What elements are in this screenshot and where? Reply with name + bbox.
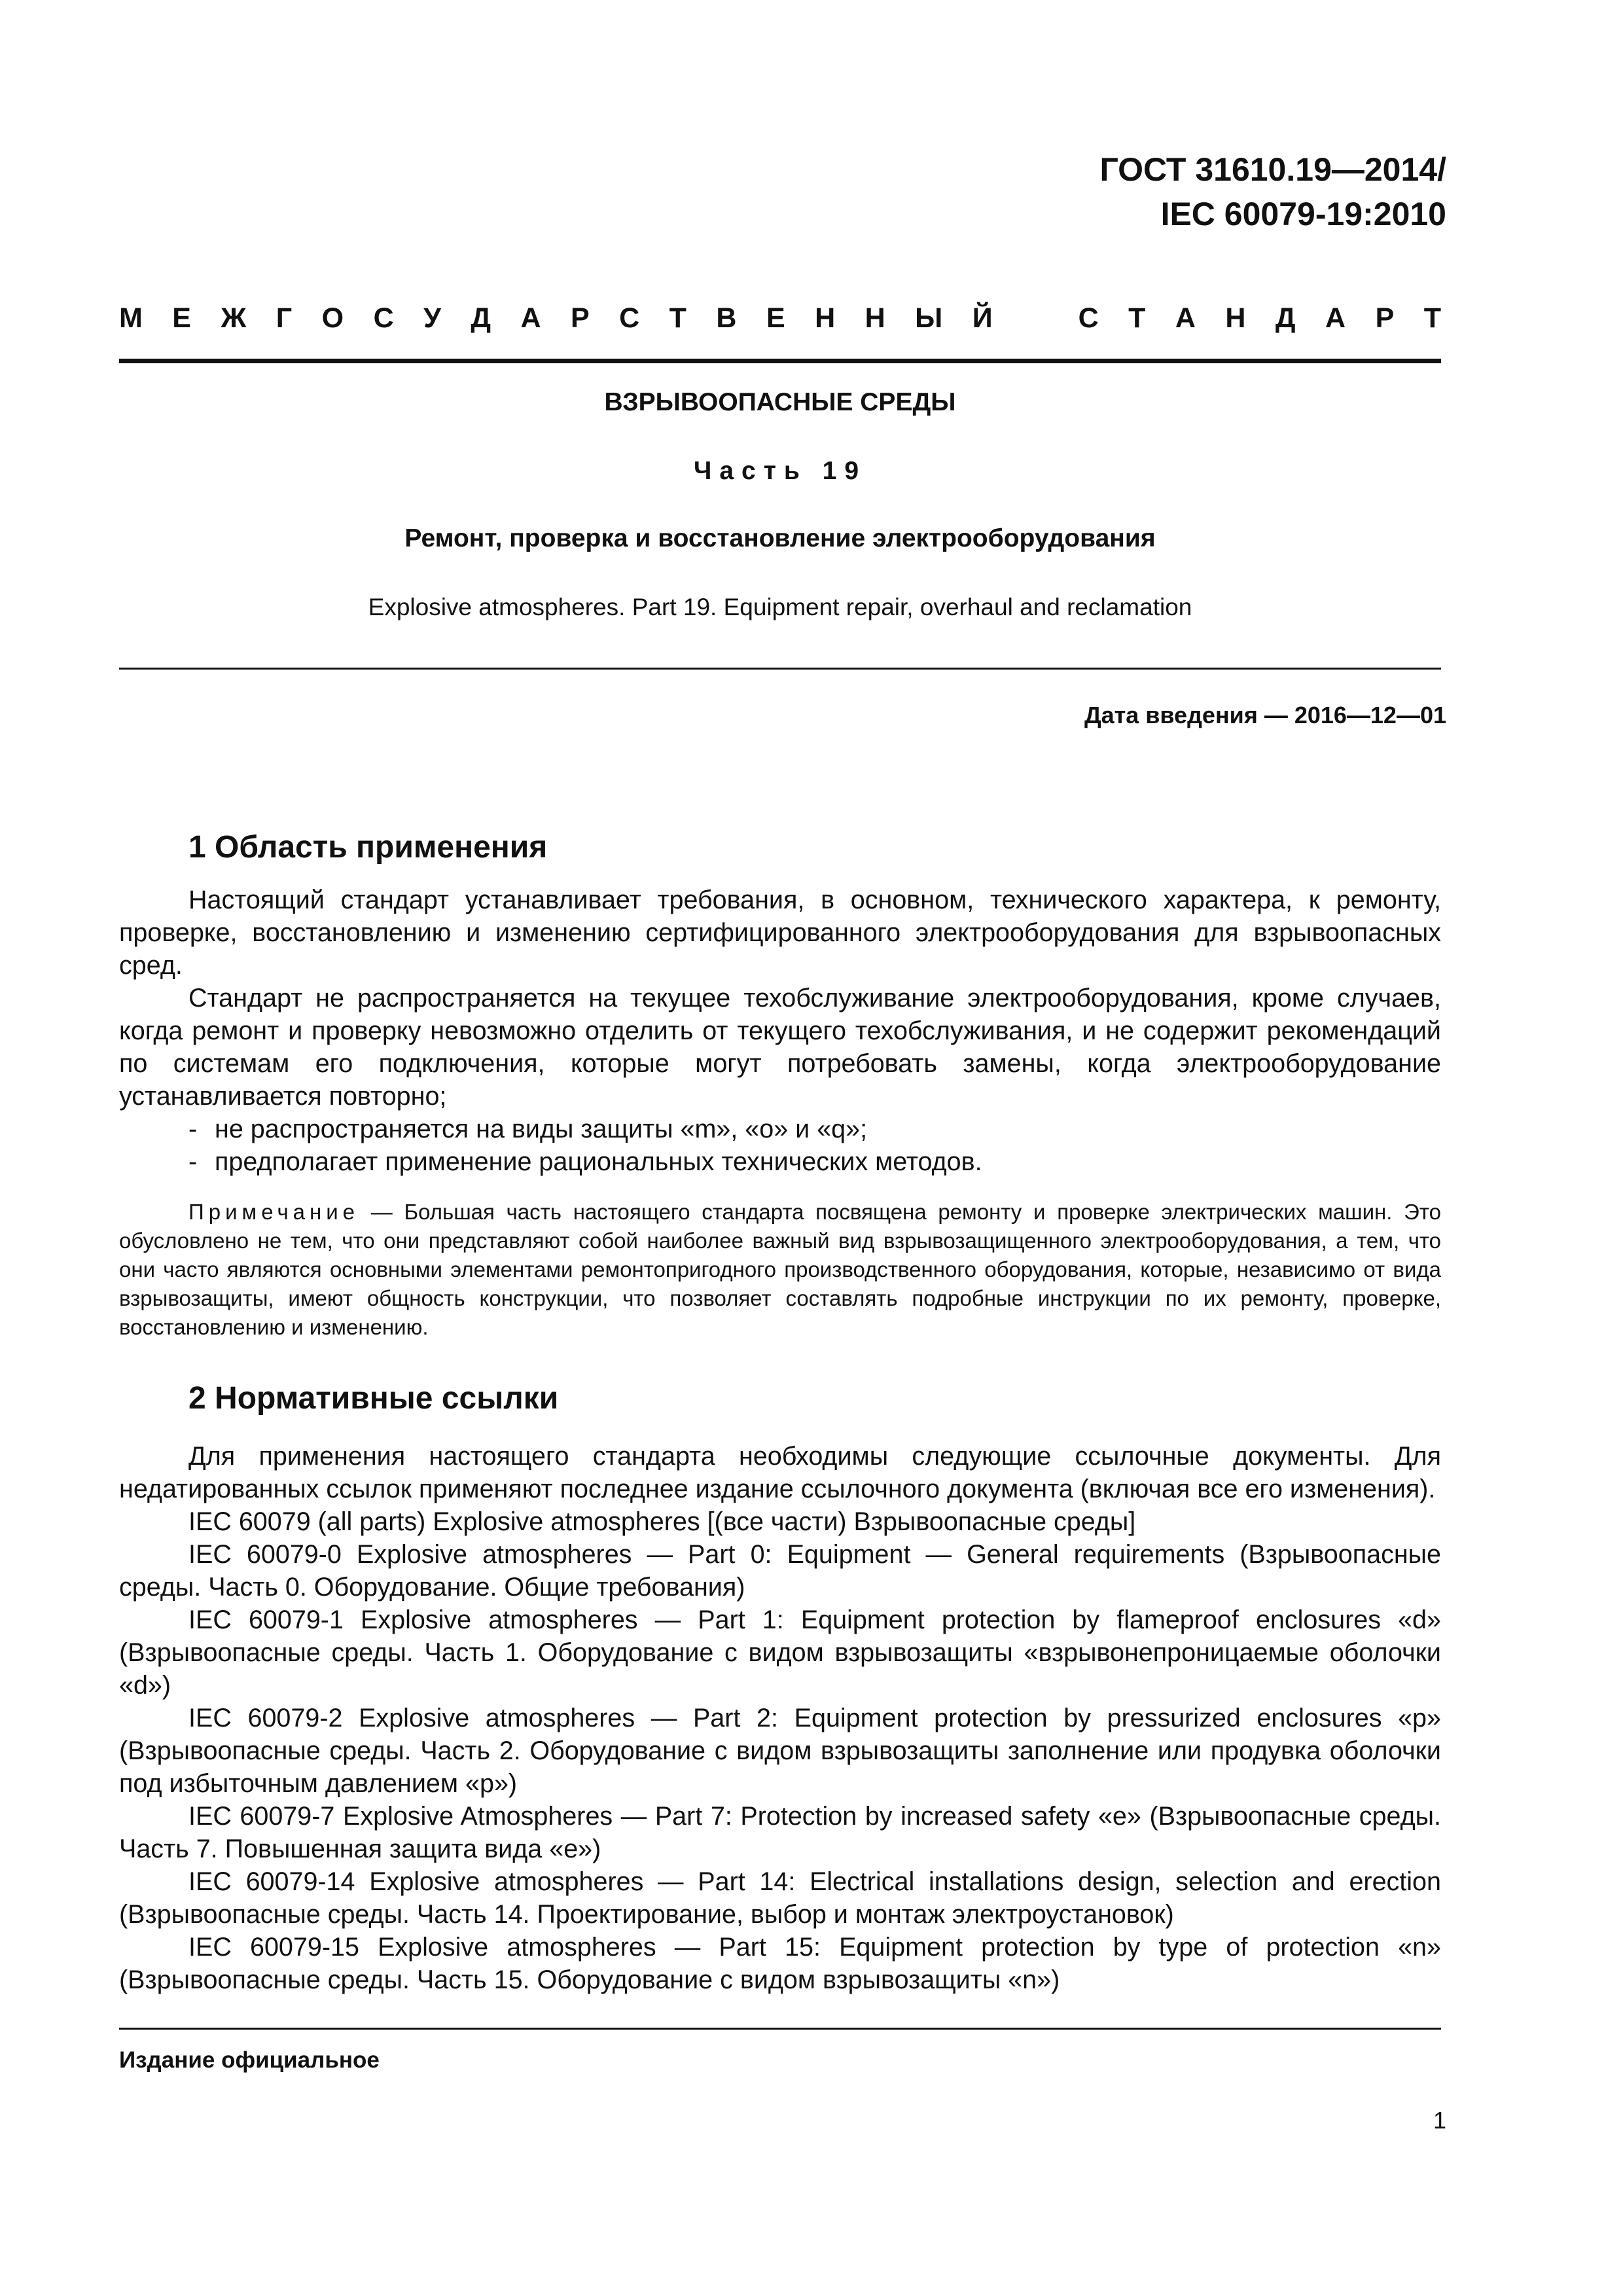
standard-type-heading xyxy=(119,298,1441,338)
standard-type-letter: Г xyxy=(276,302,293,334)
document-title: ВЗРЫВООПАСНЫЕ СРЕДЫ xyxy=(604,388,956,416)
footer-divider xyxy=(119,2028,1441,2030)
section-1-body xyxy=(119,884,1441,1178)
paragraph: Настоящий стандарт устанавливает требования, в основном, технического характера, к ремонту, проверке, восстановлению и изменению сертифицированного электрооборудования для взрывоопасных сред. xyxy=(119,886,1441,980)
list-item-text: не распространяется на виды защиты «m», «o» и «q»; xyxy=(215,1115,868,1143)
standard-type-letter: Т xyxy=(1128,302,1146,334)
standard-type-letter: У xyxy=(423,302,441,334)
standard-type-letter xyxy=(1022,298,1048,338)
standard-type-letter: Е xyxy=(172,302,191,334)
standard-type-letter: Д xyxy=(1275,302,1296,334)
reference-item: IEC 60079-15 Explosive atmospheres — Part 15: Equipment protection by type of protection «n» (Взрывоопасные среды. Часть 15. Оборудование с видом взрывозащиты «n») xyxy=(119,1933,1441,1994)
section-1-heading: 1 Область применения xyxy=(188,830,548,865)
standard-type-letter: Т xyxy=(1423,302,1441,334)
standard-type-letter: Д xyxy=(471,302,491,334)
document-subtitle: Ремонт, проверка и восстановление электрооборудования xyxy=(404,524,1156,552)
standard-type-letter: Т xyxy=(669,302,687,334)
standard-type-letter: Е xyxy=(766,302,785,334)
note xyxy=(119,1198,1441,1342)
standard-type-letter: А xyxy=(1325,302,1346,334)
standard-type-letter: Н xyxy=(1225,302,1246,334)
standard-type-letter: В xyxy=(716,302,737,334)
reference-item: IEC 60079-7 Explosive Atmospheres — Part 7: Protection by increased safety «e» (Взрывоопасные среды. Часть 7. Повышенная защита вида «e») xyxy=(119,1802,1441,1863)
document-english-title: Explosive atmospheres. Part 19. Equipment repair, overhaul and reclamation xyxy=(368,594,1192,620)
header-divider xyxy=(119,359,1441,363)
reference-item: IEC 60079-0 Explosive atmospheres — Part 0: Equipment — General requirements (Взрывоопасные среды. Часть 0. Оборудование. Общие требования) xyxy=(119,1540,1441,1602)
note-body: — Большая часть настоящего стандарта посвящена ремонту и проверке электрических машин. Это обусловлено не тем, что они представляют собой наиболее важный вид взрывозащищенного электрооборудования, а тем, что они часто являются основными элементами ремонтопригодного производственного оборудования, которые, независимо от вида взрывозащиты, имеют общность конструкции, что позволяет составлять подробные инструкции по их ремонту, проверке, восстановлению и изменению. xyxy=(119,1200,1441,1339)
note-label: Примечание xyxy=(188,1200,360,1224)
list-item-text: предполагает применение рациональных технических методов. xyxy=(215,1147,982,1176)
standard-type-letter: Р xyxy=(1375,302,1395,334)
list-item xyxy=(119,1113,1441,1145)
paragraph: Стандарт не распространяется на текущее техобслуживание электрооборудования, кроме случаев, когда ремонт и проверку невозможно отделить от текущего техобслуживания, и не содержит рекомендаций по системам его подключения, которые могут потребовать замены, когда электрооборудование устанавливается повторно; xyxy=(119,984,1441,1111)
reference-item: IEC 60079-1 Explosive atmospheres — Part 1: Equipment protection by flameproof enclosures «d» (Взрывоопасные среды. Часть 1. Оборудование с видом взрывозащиты «взрывонепроницаемые оболочки «d») xyxy=(119,1605,1441,1700)
standard-type-letter: Ы xyxy=(915,302,943,334)
reference-item: IEC 60079-2 Explosive atmospheres — Part 2: Equipment protection by pressurized enclosures «p» (Взрывоопасные среды. Часть 2. Оборудование с видом взрывозащиты заполнение или продувка оболочки под избыточным давлением «p») xyxy=(119,1704,1441,1798)
document-number xyxy=(1099,147,1446,236)
standard-type-letter: С xyxy=(373,302,394,334)
dash-bullet: - xyxy=(188,1147,198,1176)
reference-item: IEC 60079 (all parts) Explosive atmospheres [(все части) Взрывоопасные среды] xyxy=(188,1507,1136,1536)
document-part: Часть 19 xyxy=(693,457,867,485)
list-item xyxy=(119,1145,1441,1178)
title-divider xyxy=(119,668,1441,670)
standard-type-letter: С xyxy=(619,302,640,334)
section-2-body xyxy=(119,1440,1441,1996)
standard-type-letter: Й xyxy=(972,302,993,334)
paragraph: Для применения настоящего стандарта необходимы следующие ссылочные документы. Для недатированных ссылок применяют последнее издание ссылочного документа (включая все его изменения). xyxy=(119,1442,1441,1503)
document-number-line-2: IEC 60079-19:2010 xyxy=(1160,196,1446,232)
standard-type-letter: Р xyxy=(570,302,590,334)
dash-bullet: - xyxy=(188,1115,198,1143)
reference-item: IEC 60079-14 Explosive atmospheres — Part 14: Electrical installations design, selection and erection (Взрывоопасные среды. Часть 14. Проектирование, выбор и монтаж электроустановок) xyxy=(119,1867,1441,1929)
standard-type-letter: Н xyxy=(865,302,885,334)
document-number-line-1: ГОСТ 31610.19—2014/ xyxy=(1099,151,1446,188)
standard-type-letter: А xyxy=(520,302,541,334)
official-edition-label: Издание официальное xyxy=(119,2047,380,2073)
standard-type-letter: М xyxy=(119,302,143,334)
standard-type-letter: Ж xyxy=(221,302,247,334)
standard-type-letter: О xyxy=(321,302,344,334)
standard-type-letter: С xyxy=(1078,302,1099,334)
introduction-date: Дата введения — 2016—12—01 xyxy=(1084,702,1446,728)
note-paragraph xyxy=(119,1198,1441,1342)
standard-type-letter: А xyxy=(1175,302,1196,334)
standard-type-letter: Н xyxy=(815,302,836,334)
section-2-heading: 2 Нормативные ссылки xyxy=(188,1381,559,1416)
page-number: 1 xyxy=(1433,2107,1446,2134)
